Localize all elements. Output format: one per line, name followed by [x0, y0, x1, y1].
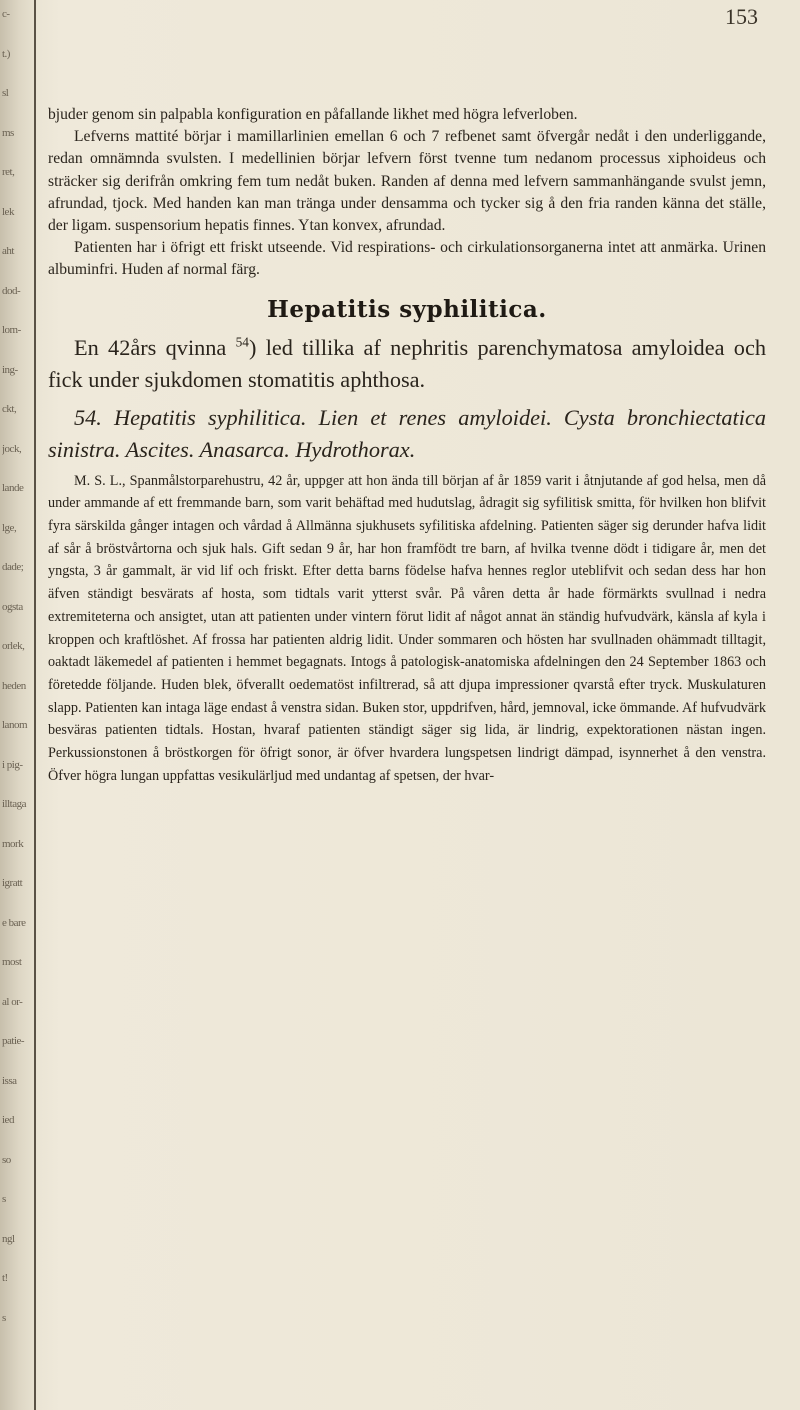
paragraph-liver: Lefverns mattité börjar i mamillarlinien emellan 6 och 7 refbenet samt öfvergår nedåt i den underliggande, redan omnämnda svulsten. I medellinien börjar lefvern först tvenne tum nedanom processus xiphoideus och sträcker sig derifrån omkring fem tum nedåt buken. Randen af denna med lefvern sammanhängande svulst jemn, afrundad, tjock. Med handen kan man tränga under densamma och tycker sig å den fria randen känna det ställe, der ligam. suspensorium hepatis finnes. Ytan konvex, afrundad. [48, 128, 766, 235]
gutter-fragment: lande [2, 482, 24, 494]
gutter-fragment: illtaga [2, 798, 26, 810]
gutter-fragment: most [2, 956, 22, 968]
intro-text-end: ) led tillika af nephritis parenchymatosa amyloidea och fick under sjukdomen stomatitis aphthosa. [48, 334, 766, 392]
gutter-fragment: aht [2, 245, 14, 257]
gutter-fragment: t.) [2, 47, 10, 60]
gutter-fragment: so [2, 1153, 11, 1166]
gutter-fragment: ngl [2, 1232, 15, 1245]
gutter-fragment: ing- [2, 363, 18, 376]
gutter-fragment: s [2, 1311, 6, 1324]
gutter-fragment: ms [2, 126, 14, 139]
gutter-fragment: igratt [2, 877, 23, 889]
page-text [48, 104, 766, 787]
gutter-fragment: t! [2, 1272, 8, 1284]
gutter-fragment: ogsta [2, 600, 23, 613]
gutter-fragment: dade; [2, 561, 24, 573]
gutter-fragment: sl [2, 87, 9, 99]
gutter-fragment: jock, [2, 442, 22, 455]
gutter-fragment: lom- [2, 324, 21, 336]
gutter-fragment: s [2, 1193, 6, 1205]
section-heading: Hepatitis syphilitica. [267, 295, 547, 323]
footnote-ref: 54 [235, 334, 249, 350]
gutter-fragment: lek [2, 205, 14, 218]
gutter-fragment: lge, [2, 521, 17, 534]
section-intro [48, 332, 766, 396]
gutter-fragment: heden [2, 679, 26, 692]
gutter-fragment: orlek, [2, 640, 25, 652]
case-body: M. S. L., Spanmålstorparehustru, 42 år, uppger att hon ända till början af år 1859 varit i åtnjutande af god helsa, men då under ammande af ett fremmande barn, som varit behäftad med hudutslag, ådragit sig syfilitisk smitta, för hvilken hon blifvit fyra särskilda gånger intagen och vårdad å Allmänna sjukhusets syfilitiska afdelning. Patienten säger sig derunder hafva lidit af sår å bröstvårtorna och sjuk hals. Gift sedan 9 år, har hon framfödt tre barn, af hvilka tvenne dödt i tidigare år, men det yngsta, 3 år gammalt, är vid lif och friskt. Efter detta barns födelse hafva hennes reglor uteblifvit och sedan dess har hon äfven ständigt besvärats af hosta, som tidtals varit ytterst svår. På våren detta år hade förmärkts svullnad i nedra extremiteterna och ansigtet, utan att patienten under vintern förut lidit af något annat än ständig hufvudvärk, känsla af kyla i kroppen och kraftlöshet. Af frossa har patienten aldrig lidit. Under sommaren och hösten har svullnaden ohämmadt tilltagit, oaktadt läkemedel af patienten i hemmet begagnats. Intogs å patologisk-anatomiska afdelningen den 24 September 1863 och företedde följande. Huden blek, öfverallt oedematöst infiltrerad, så att djupa impressioner qvarstå efter tryck. Muskulaturen slapp. Patienten kan intaga läge endast å venstra sidan. Buken stor, uppdrifven, hård, jemnoval, icke ömmande. Af hufvudvärk besväras patienten tidtals. Hostan, hvaraf patienten ständigt säger sig lida, är lindrig, expektorationen nästan ingen. Perkussionstonen å bröstkorgen för öfrigt sonor, är öfver hvardera lungspetsen lindrigt dämpad, isynnerhet å den venstra. Öfver högra lungan uppfattas vesikulärljud med undantag af spetsen, der hvar- [48, 472, 766, 784]
gutter-fragment: dod- [2, 284, 21, 297]
gutter-fragment: i pig- [2, 758, 23, 771]
page-number: 153 [725, 4, 758, 29]
case-title: 54. Hepatitis syphilitica. Lien et renes amyloidei. Cysta bronchiectatica sinistra. Ascites. Anasarca. Hydrothorax. [48, 404, 766, 462]
gutter-fragment: ret, [2, 166, 15, 178]
intro-text-start: En 42års qvinna [74, 334, 236, 360]
gutter-fragment: lanom [2, 719, 27, 731]
gutter-margin [0, 0, 36, 1410]
gutter-fragment: ied [2, 1114, 14, 1126]
gutter-fragment: patie- [2, 1035, 25, 1047]
gutter-fragment: mork [2, 837, 24, 850]
paragraph-intro: bjuder genom sin palpabla konfiguration en påfallande likhet med högra lefverloben. [48, 106, 578, 123]
paragraph-patient: Patienten har i öfrigt ett friskt utseende. Vid respirations- och cirkulationsorganerna intet att anmärka. Urinen albuminfri. Huden af normal färg. [48, 239, 766, 279]
gutter-fragment: ckt, [2, 403, 17, 415]
gutter-fragment: issa [2, 1074, 17, 1087]
gutter-fragment: e bare [2, 916, 26, 929]
gutter-fragment: c- [2, 8, 10, 20]
gutter-fragment: al or- [2, 995, 23, 1008]
